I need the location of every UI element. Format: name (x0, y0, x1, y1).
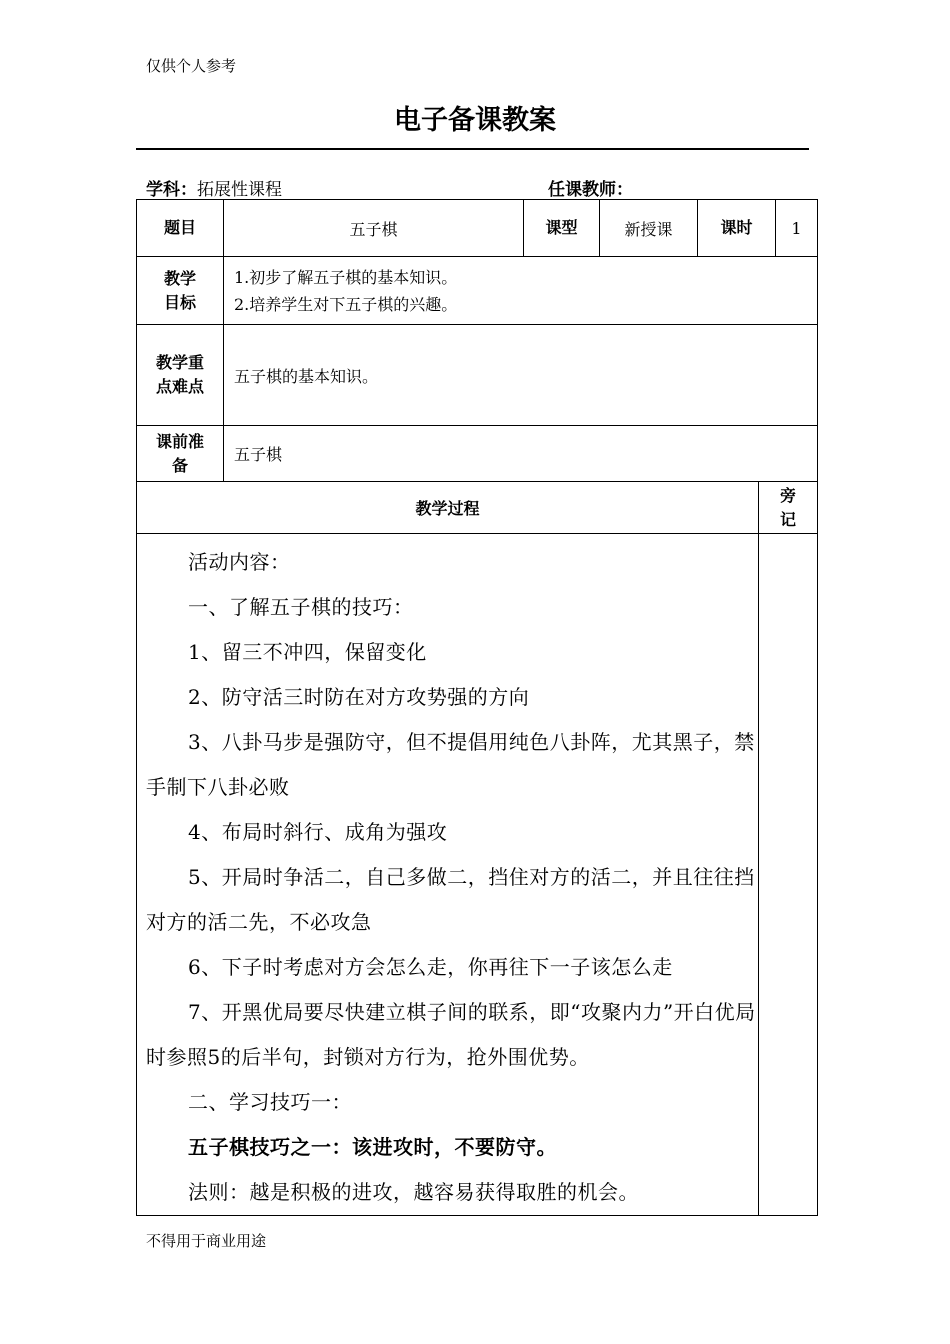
process-line: 7、开黑优局要尽快建立棋子间的联系，即“攻聚内力”开白优局时参照5的后半句，封锁对方行为，抢外围优势。 (146, 1000, 756, 1069)
side-label-line1: 旁 (780, 485, 797, 505)
subject-value: 拓展性课程 (197, 180, 282, 200)
key-points-value: 五子棋的基本知识。 (224, 325, 818, 426)
goals-label-line2: 目标 (163, 292, 196, 312)
goals-label-line1: 教学 (163, 268, 196, 288)
hours-value: 1 (776, 200, 818, 257)
goals-row (137, 257, 818, 325)
prep-label-line2: 备 (171, 455, 188, 475)
process-line: 3、八卦马步是强防守，但不提倡用纯色八卦阵，尤其黑子，禁手制下八卦必败 (146, 730, 755, 799)
lesson-plan-table (136, 199, 818, 1216)
process-content (137, 534, 759, 1216)
process-line: 一、了解五子棋的技巧： (188, 595, 414, 619)
process-label: 教学过程 (137, 482, 759, 534)
type-label: 课型 (524, 200, 600, 257)
process-line: 1、留三不冲四，保留变化 (188, 640, 427, 664)
process-line-bold: 五子棋技巧之一：该进攻时，不要防守。 (188, 1135, 557, 1159)
key-points-row (137, 325, 818, 426)
key-label-line1: 教学重 (155, 353, 204, 372)
title-divider (136, 148, 809, 150)
page-title: 电子备课教案 (394, 105, 556, 136)
topic-label: 题目 (137, 200, 224, 257)
topic-value: 五子棋 (224, 200, 524, 257)
process-line: 6、下子时考虑对方会怎么走，你再往下一子该怎么走 (188, 955, 673, 979)
subject-meta (146, 175, 282, 200)
goals-value (224, 257, 818, 325)
preparation-label (137, 426, 224, 482)
process-line: 5、开局时争活二，自己多做二，挡住对方的活二，并且往往挡对方的活二先，不必攻急 (146, 865, 755, 934)
key-label-line2: 点难点 (155, 377, 204, 396)
process-line: 法则：越是积极的进攻，越容易获得取胜的机会。 (188, 1180, 639, 1204)
topic-row (137, 200, 818, 257)
side-notes-label (759, 482, 818, 534)
type-value: 新授课 (600, 200, 698, 257)
goals-label (137, 257, 224, 325)
key-points-label (137, 325, 224, 426)
teacher-label: 任课教师： (548, 180, 633, 200)
process-line: 活动内容： (188, 550, 291, 574)
preparation-value: 五子棋 (224, 426, 818, 482)
prep-label-line1: 课前准 (155, 431, 204, 451)
subject-label: 学科： (146, 180, 197, 200)
process-line: 4、布局时斜行、成角为强攻 (188, 820, 448, 844)
header-note: 仅供个人参考 (146, 57, 237, 75)
process-line: 二、学习技巧一： (188, 1090, 352, 1114)
hours-label: 课时 (698, 200, 776, 257)
goal-item: 1.初步了解五子棋的基本知识。 (234, 267, 458, 287)
process-line: 2、防守活三时防在对方攻势强的方向 (188, 685, 530, 709)
process-header-row (137, 482, 818, 534)
side-notes-cell (759, 534, 818, 1216)
preparation-row (137, 426, 818, 482)
teacher-meta (548, 175, 633, 200)
footer-note: 不得用于商业用途 (146, 1232, 267, 1250)
goal-item: 2.培养学生对下五子棋的兴趣。 (234, 294, 458, 314)
process-content-row (137, 534, 818, 1216)
side-label-line2: 记 (780, 509, 797, 529)
